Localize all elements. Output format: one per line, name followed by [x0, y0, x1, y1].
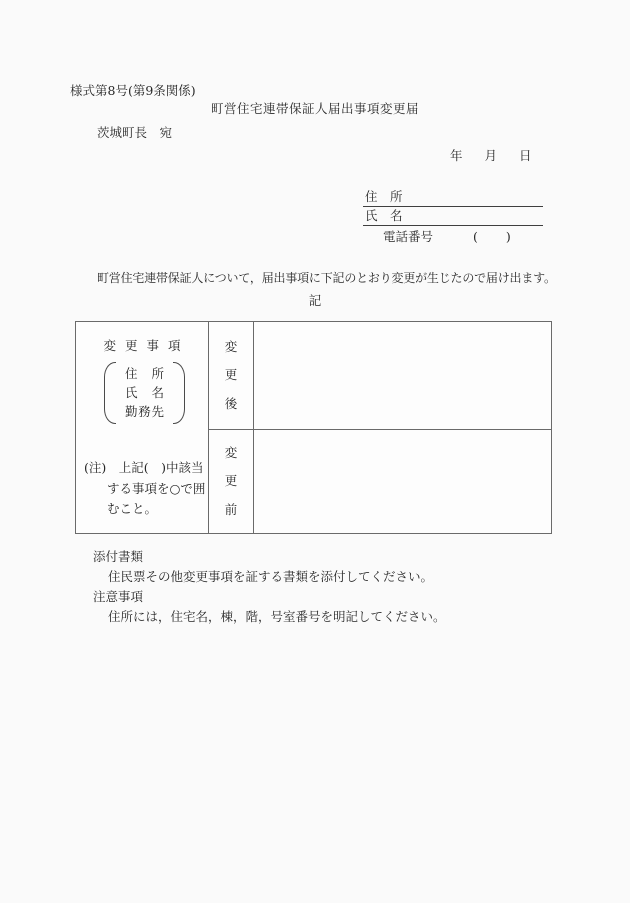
page-title: 町営住宅連帯保証人届出事項変更届: [210, 101, 419, 116]
change-before-char: 更: [224, 473, 238, 489]
statement-text: 町営住宅連帯保証人について，届出事項に下記のとおり変更が生じたので届け出ます。: [97, 271, 556, 285]
notes-heading: 注意事項: [93, 589, 144, 604]
items-bracket: [104, 362, 185, 424]
bracket-rows: [116, 362, 173, 424]
item-name-char: 氏: [125, 384, 138, 400]
item-address-char: 所: [151, 365, 164, 381]
address-label: 住 所: [365, 189, 403, 204]
addressee-line: 茨城町長 宛: [97, 125, 173, 140]
date-month-label: 月: [484, 148, 498, 163]
table-note: [84, 458, 206, 520]
item-workplace: [116, 403, 173, 421]
change-after-char: 更: [224, 367, 238, 383]
phone-label: 電話番号: [383, 229, 434, 244]
change-before-value-cell[interactable]: [254, 430, 551, 533]
phone-placeholder[interactable]: ( ): [473, 229, 512, 244]
item-workplace-char: 先: [151, 404, 164, 420]
notes-text: 住所には，住宅名，棟，階，号室番号を明記してください。: [108, 609, 446, 624]
attachment-text: 住民票その他変更事項を証する書類を添付してください。: [108, 569, 434, 584]
item-address: [116, 365, 173, 383]
change-before-char: 前: [224, 501, 238, 517]
change-before-label: [209, 430, 254, 533]
item-workplace-char: 務: [138, 404, 151, 420]
date-year-label: 年: [450, 148, 463, 163]
item-name: [116, 384, 173, 402]
note-line: (注) 上記( )中該当: [84, 460, 204, 475]
note-line: する事項を○で囲: [107, 480, 206, 496]
change-after-value-cell[interactable]: [254, 322, 551, 430]
item-name-char: 名: [151, 384, 164, 400]
name-field[interactable]: [363, 209, 543, 226]
address-field[interactable]: [363, 190, 543, 207]
change-table: [75, 321, 552, 534]
form-number: 様式第8号(第9条関係): [70, 83, 196, 98]
phone-field[interactable]: [383, 230, 512, 244]
date-day-label: 日: [519, 148, 532, 163]
item-workplace-char: 勤: [125, 404, 138, 420]
change-before-char: 変: [224, 444, 238, 460]
date-line: [450, 149, 532, 163]
change-after-char: 変: [224, 338, 238, 354]
left-paren-shape: [104, 362, 116, 424]
change-after-label: [209, 322, 254, 430]
ki-heading: 記: [308, 293, 322, 308]
item-address-char: 住: [125, 365, 138, 381]
attachment-heading: 添付書類: [93, 549, 144, 564]
right-paren-shape: [173, 362, 185, 424]
change-items-cell: [76, 322, 209, 533]
note-line: むこと。: [107, 501, 158, 516]
change-items-header: 変更事項: [103, 338, 190, 353]
change-after-char: 後: [224, 395, 238, 411]
name-label: 氏 名: [365, 208, 403, 223]
